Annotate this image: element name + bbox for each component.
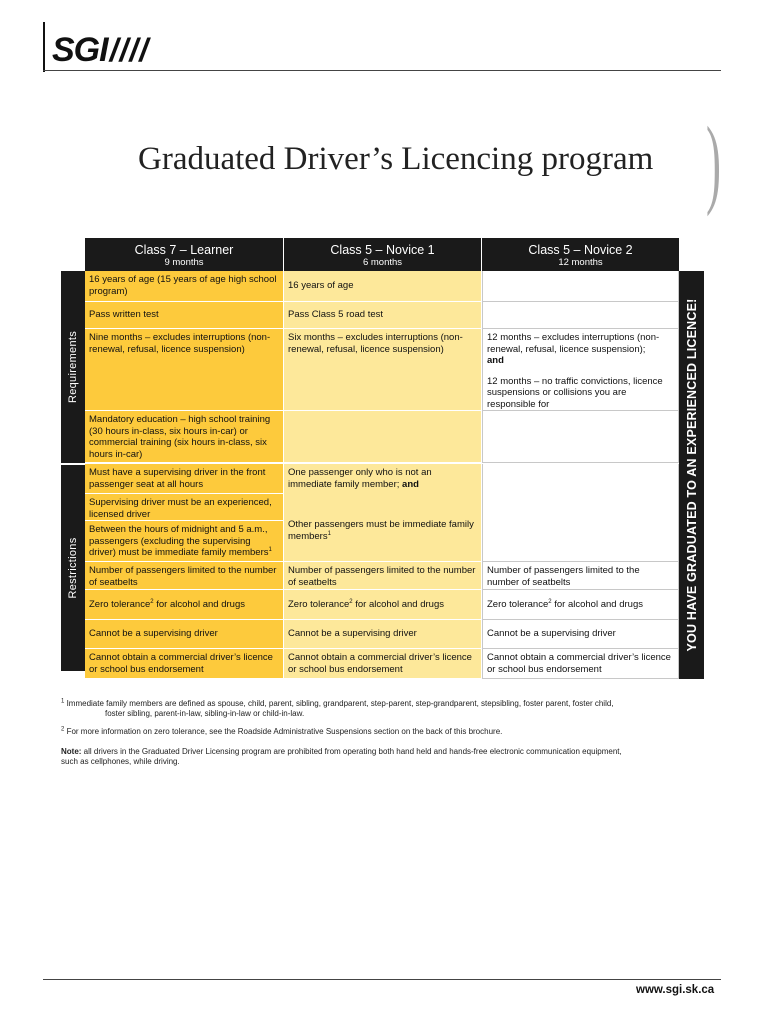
res-novice1-passengers (284, 464, 482, 562)
header-novice1-duration: 6 months (362, 257, 403, 268)
res-learner-zero-text: Zero tolerance (89, 598, 151, 610)
res-novice1-and: and (402, 478, 419, 490)
req-learner-duration: Nine months – excludes interruptions (non-renewal, refusal, licence suspension) (85, 329, 284, 411)
graduated-banner-text: YOU HAVE GRADUATED TO AN EXPERIENCED LICENCE! (684, 298, 699, 652)
res-novice2-zero-suffix: for alcohol and drugs (551, 598, 643, 610)
res-novice2-commercial: Cannot obtain a commercial driver’s licence or school bus endorsement (482, 649, 679, 679)
res-learner-zero (85, 590, 284, 620)
req-novice2-and: and (487, 355, 504, 366)
footnote-2 (61, 727, 502, 737)
footnote-1-line1: Immediate family members are defined as spouse, child, parent, sibling, grandparent, step-parent, step-grandparent, stepsibling, foster parent, foster child, (66, 699, 614, 708)
footnote-ref-2b: 2 (349, 598, 353, 605)
req-novice2-no-convictions: 12 months – no traffic convictions, licence suspensions or collisions you are responsible for (487, 375, 663, 410)
res-novice1-zero (284, 590, 482, 620)
footnote-ref-2: 2 (150, 598, 154, 605)
footnote-1-line2: foster sibling, parent-in-law, sibling-in-law or child-in-law. (105, 709, 305, 718)
logo-divider (43, 22, 45, 72)
req-novice2-duration-text: 12 months – excludes interruptions (non-renewal, refusal, licence suspension); (487, 332, 660, 355)
website-url: www.sgi.sk.ca (636, 984, 715, 996)
res-learner-zero-suffix: for alcohol and drugs (153, 598, 245, 610)
res-novice1-one-passenger: One passenger only who is not an immediate family member; (288, 467, 432, 490)
res-novice1-other (288, 519, 477, 542)
res-learner-midnight-text: Between the hours of midnight and 5 a.m., passengers (excluding the supervising driver) must be immediate family members (89, 524, 269, 558)
res-learner-midnight (85, 521, 284, 562)
res-learner-seatbelts: Number of passengers limited to the number of seatbelts (85, 562, 284, 590)
logo-text: SGI (52, 31, 108, 69)
res-novice2-zero-text: Zero tolerance (487, 598, 549, 610)
res-novice1-zero-suffix: for alcohol and drugs (352, 598, 444, 610)
footnote-ref-1: 1 (268, 546, 272, 553)
header-novice2-duration: 12 months (558, 257, 603, 268)
res-novice2-no-supervising: Cannot be a supervising driver (482, 620, 679, 649)
top-rule (43, 70, 721, 71)
restrictions-band (61, 464, 85, 671)
req-novice2-education (482, 411, 679, 463)
req-novice1-duration: Six months – excludes interruptions (non-renewal, refusal, licence suspension) (284, 329, 482, 411)
footnote-1-mark: 1 (61, 698, 65, 705)
note-text: all drivers in the Graduated Driver Licensing program are prohibited from operating both hand held and hands-free electronic communication equipment, such as cellphones, while driving. (61, 747, 622, 766)
req-novice2-test (482, 302, 679, 329)
res-novice1-no-supervising: Cannot be a supervising driver (284, 620, 482, 649)
header-novice2 (482, 238, 679, 271)
footnote-1 (61, 699, 614, 719)
logo-bars: //// (109, 32, 150, 68)
req-learner-test: Pass written test (85, 302, 284, 329)
note-label: Note: (61, 747, 82, 756)
res-novice1-zero-text: Zero tolerance (288, 598, 350, 610)
bottom-rule (43, 979, 721, 980)
res-novice2-passengers-empty (482, 464, 679, 562)
res-learner-experienced: Supervising driver must be an experienced, licensed driver (85, 494, 284, 521)
footnote-2-mark: 2 (61, 726, 65, 733)
sgi-logo (52, 30, 149, 70)
program-table (61, 238, 704, 679)
header-learner (85, 238, 284, 271)
res-learner-no-supervising: Cannot be a supervising driver (85, 620, 284, 649)
graduated-banner (679, 271, 704, 679)
header-learner-duration: 9 months (164, 257, 204, 268)
header-novice2-name: Class 5 – Novice 2 (528, 243, 633, 257)
res-novice2-seatbelts: Number of passengers limited to the number of seatbelts (482, 562, 679, 590)
res-learner-commercial: Cannot obtain a commercial driver’s licence or school bus endorsement (85, 649, 284, 679)
res-novice1-seatbelts: Number of passengers limited to the number of seatbelts (284, 562, 482, 590)
requirements-band (61, 271, 85, 463)
footnote-2-text: For more information on zero tolerance, see the Roadside Administrative Suspensions section on the back of this brochure. (66, 727, 503, 736)
requirements-label: Requirements (67, 330, 79, 404)
decorative-parenthesis: ) (706, 106, 721, 217)
res-novice1-commercial: Cannot obtain a commercial driver’s licence or school bus endorsement (284, 649, 482, 679)
req-novice1-age: 16 years of age (284, 271, 482, 302)
res-learner-supervising: Must have a supervising driver in the front passenger seat at all hours (85, 464, 284, 494)
header-learner-name: Class 7 – Learner (134, 243, 234, 257)
req-novice1-test: Pass Class 5 road test (284, 302, 482, 329)
footnote-ref-2c: 2 (548, 598, 552, 605)
header-novice1-name: Class 5 – Novice 1 (330, 243, 435, 257)
req-novice2-age (482, 271, 679, 302)
req-novice1-education (284, 411, 482, 463)
page-title: Graduated Driver’s Licencing program (138, 141, 654, 177)
header-novice1 (284, 238, 482, 271)
restrictions-label: Restrictions (67, 537, 79, 599)
res-novice2-zero (482, 590, 679, 620)
req-learner-education: Mandatory education – high school training (30 hours in-class, six hours in-car) or commercial training (six hours in-class, six hours in-car) (85, 411, 284, 463)
footnote-note (61, 747, 631, 767)
footnote-ref-1b: 1 (327, 530, 331, 537)
req-novice2-duration (482, 329, 679, 411)
req-learner-age: 16 years of age (15 years of age high school program) (85, 271, 284, 302)
res-novice1-other-text: Other passengers must be immediate family members (288, 519, 474, 542)
